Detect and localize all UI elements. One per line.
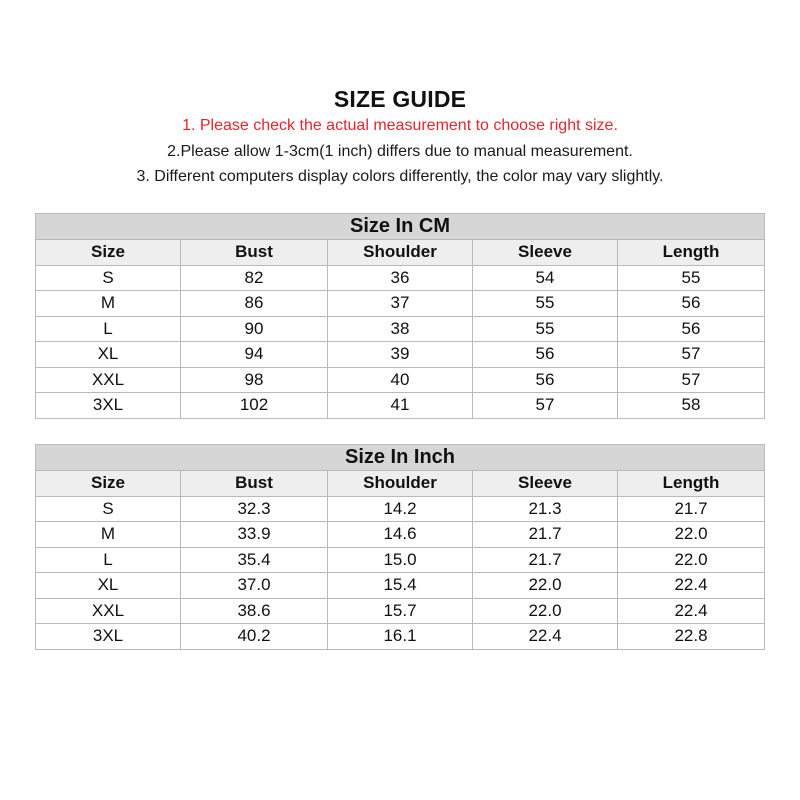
cell-size: XXL [36,598,181,624]
cell-shoulder: 15.4 [328,573,473,599]
note-color-variance: 3. Different computers display colors differently, the color may vary slightly. [136,168,664,185]
cell-size: L [36,547,181,573]
cell-shoulder: 38 [328,316,473,342]
cell-bust: 38.6 [181,598,328,624]
cell-bust: 98 [181,367,328,393]
cell-size: M [36,522,181,548]
column-header-size: Size [36,240,181,266]
note-measurement-tolerance: 2.Please allow 1-3cm(1 inch) differs due to manual measurement. [167,143,633,160]
cell-length: 56 [618,291,765,317]
cell-size: S [36,265,181,291]
size-table-cm [35,213,765,419]
cell-bust: 33.9 [181,522,328,548]
cell-sleeve: 21.7 [473,522,618,548]
note-check-measurement: 1. Please check the actual measurement to choose right size. [182,117,618,134]
table-caption: Size In Inch [36,445,765,471]
cell-shoulder: 37 [328,291,473,317]
column-header-bust: Bust [181,471,328,497]
cell-length: 22.0 [618,547,765,573]
cell-length: 57 [618,342,765,368]
cell-size: 3XL [36,624,181,650]
cell-shoulder: 41 [328,393,473,419]
cell-length: 57 [618,367,765,393]
cell-sleeve: 56 [473,367,618,393]
cell-bust: 102 [181,393,328,419]
cell-sleeve: 55 [473,291,618,317]
cell-length: 21.7 [618,496,765,522]
size-table-inch [35,444,765,650]
cell-sleeve: 22.0 [473,598,618,624]
cell-sleeve: 22.4 [473,624,618,650]
table-header-row [36,240,765,266]
cell-shoulder: 40 [328,367,473,393]
column-header-sleeve: Sleeve [473,240,618,266]
cell-bust: 82 [181,265,328,291]
column-header-length: Length [618,471,765,497]
table-row [36,265,765,291]
cell-sleeve: 56 [473,342,618,368]
cell-bust: 86 [181,291,328,317]
table-caption-row [36,214,765,240]
page-title: SIZE GUIDE [333,86,467,112]
cell-length: 22.8 [618,624,765,650]
cell-size: L [36,316,181,342]
table-row [36,291,765,317]
cell-size: XXL [36,367,181,393]
cell-shoulder: 15.7 [328,598,473,624]
cell-size: XL [36,342,181,368]
column-header-length: Length [618,240,765,266]
table-row [36,624,765,650]
cell-length: 55 [618,265,765,291]
cell-shoulder: 39 [328,342,473,368]
cell-sleeve: 21.3 [473,496,618,522]
cell-shoulder: 36 [328,265,473,291]
cell-bust: 94 [181,342,328,368]
cell-size: 3XL [36,393,181,419]
cell-shoulder: 14.6 [328,522,473,548]
cell-size: S [36,496,181,522]
cell-bust: 37.0 [181,573,328,599]
column-header-shoulder: Shoulder [328,471,473,497]
cell-bust: 40.2 [181,624,328,650]
column-header-size: Size [36,471,181,497]
table-header-row [36,471,765,497]
cell-shoulder: 16.1 [328,624,473,650]
cell-sleeve: 57 [473,393,618,419]
cell-length: 56 [618,316,765,342]
table-row [36,573,765,599]
cell-length: 22.4 [618,573,765,599]
cell-bust: 32.3 [181,496,328,522]
cell-size: M [36,291,181,317]
table-row [36,342,765,368]
table-row [36,598,765,624]
table-row [36,496,765,522]
cell-shoulder: 15.0 [328,547,473,573]
column-header-sleeve: Sleeve [473,471,618,497]
table-row [36,547,765,573]
table-row [36,522,765,548]
table-row [36,316,765,342]
table-caption-row [36,445,765,471]
table-row [36,367,765,393]
cell-length: 22.0 [618,522,765,548]
cell-bust: 90 [181,316,328,342]
table-caption: Size In CM [36,214,765,240]
cell-bust: 35.4 [181,547,328,573]
cell-shoulder: 14.2 [328,496,473,522]
cell-sleeve: 22.0 [473,573,618,599]
cell-sleeve: 54 [473,265,618,291]
cell-length: 58 [618,393,765,419]
table-row [36,393,765,419]
cell-sleeve: 21.7 [473,547,618,573]
column-header-bust: Bust [181,240,328,266]
cell-sleeve: 55 [473,316,618,342]
column-header-shoulder: Shoulder [328,240,473,266]
cell-size: XL [36,573,181,599]
cell-length: 22.4 [618,598,765,624]
